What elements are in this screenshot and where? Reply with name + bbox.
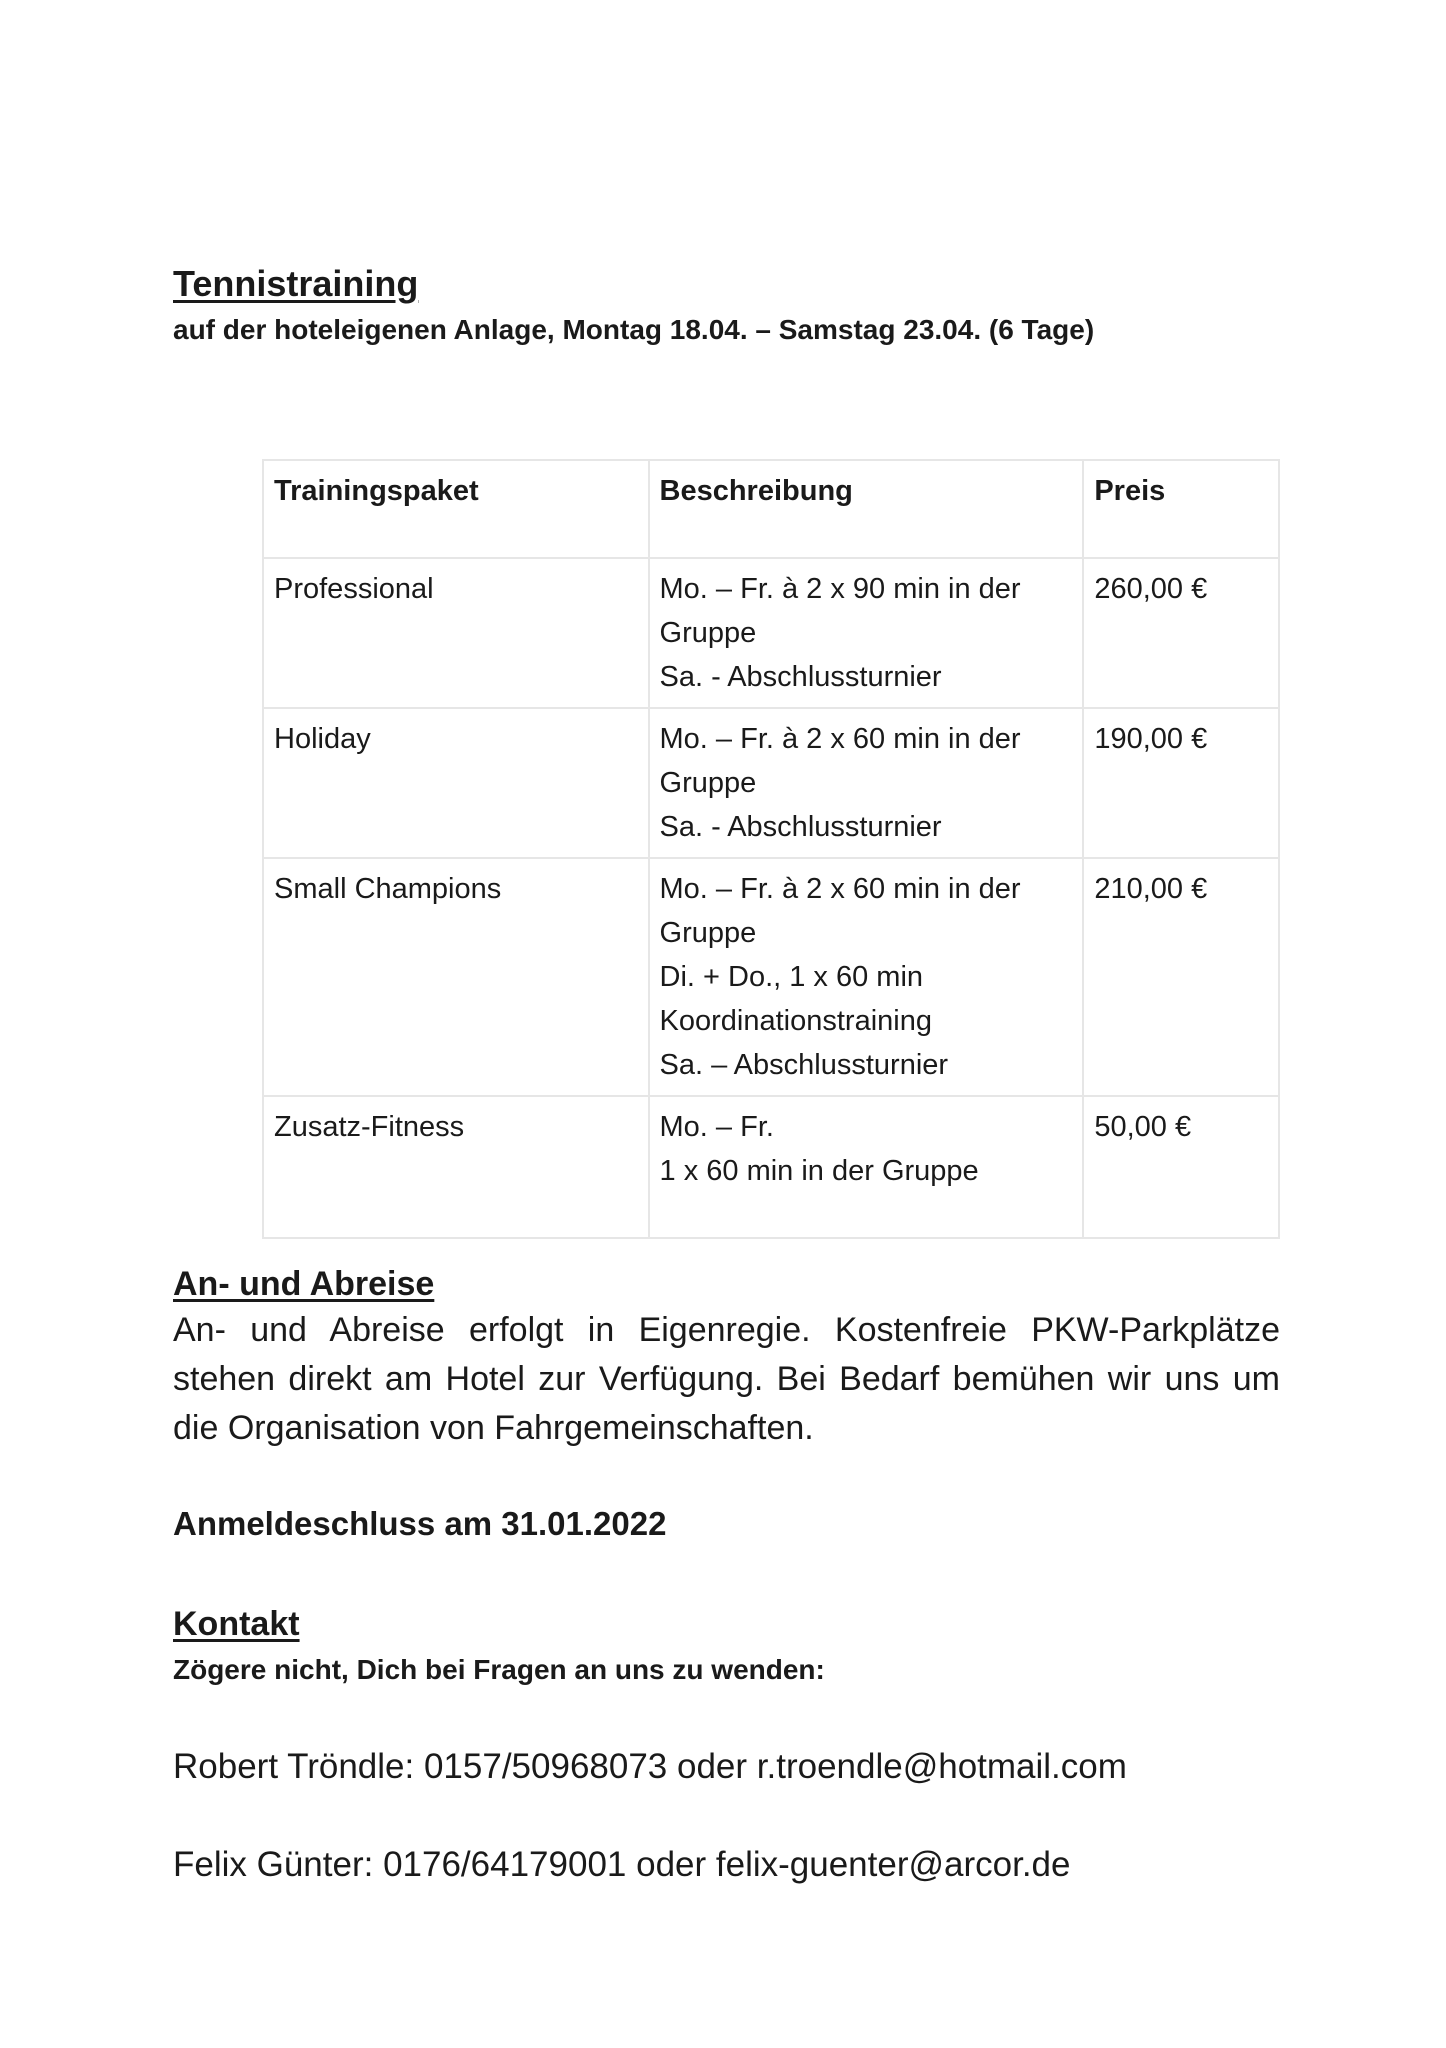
contact-entry [173,1842,1280,1888]
description-line: Mo. – Fr. à 2 x 60 min in der Gruppe [659,873,1021,949]
contact-heading: Kontakt [173,1605,300,1643]
description-line: Sa. – Abschlussturnier [659,1049,949,1081]
description-line: Mo. – Fr. [659,1111,774,1143]
deadline-section [173,1502,1280,1546]
description-line: Mo. – Fr. à 2 x 60 min in der Gruppe [659,723,1021,799]
table-row [263,708,1279,858]
training-package-table [262,459,1280,1239]
package-description [649,858,1084,1096]
document-page [173,262,1280,1884]
travel-section [173,1262,1280,1453]
package-name: Small Champions [263,858,649,1096]
package-price: 190,00 € [1083,708,1279,858]
description-line: Sa. - Abschlussturnier [659,811,942,843]
column-header-preis: Preis [1083,460,1279,558]
page-subtitle: auf der hoteleigenen Anlage, Montag 18.04. – Samstag 23.04. (6 Tage) [173,314,1095,345]
column-header-paket: Trainingspaket [263,460,649,558]
package-price: 50,00 € [1083,1096,1279,1238]
travel-text: An- und Abreise erfolgt in Eigenregie. Kostenfreie PKW-Parkplätze stehen direkt am Hotel zur Verfügung. Bei Bedarf bemühen wir uns um die Organisation von Fahrgemeinschaften. [173,1311,1280,1447]
package-price: 260,00 € [1083,558,1279,708]
description-line: Di. + Do., 1 x 60 min Koordinationstraining [659,961,932,1037]
contact-line: Felix Günter: 0176/64179001 oder felix-guenter@arcor.de [173,1845,1071,1884]
column-header-beschreibung: Beschreibung [649,460,1084,558]
package-description [649,1096,1084,1238]
table-row [263,858,1279,1096]
table-row [263,1096,1279,1238]
contact-intro: Zögere nicht, Dich bei Fragen an uns zu wenden: [173,1654,825,1685]
package-description [649,558,1084,708]
page-title: Tennistraining [173,263,419,304]
package-description [649,708,1084,858]
table-row [263,558,1279,708]
contact-entry [173,1744,1280,1790]
description-line: 1 x 60 min in der Gruppe [659,1155,979,1187]
contact-line: Robert Tröndle: 0157/50968073 oder r.troendle@hotmail.com [173,1747,1127,1786]
contact-section [173,1602,1280,1688]
description-line: Sa. - Abschlussturnier [659,661,942,693]
package-name: Holiday [263,708,649,858]
description-line: Mo. – Fr. à 2 x 90 min in der Gruppe [659,573,1021,649]
table-header-row [263,460,1279,558]
registration-deadline: Anmeldeschluss am 31.01.2022 [173,1505,667,1542]
package-price: 210,00 € [1083,858,1279,1096]
travel-heading: An- und Abreise [173,1265,435,1303]
package-name: Zusatz-Fitness [263,1096,649,1238]
package-name: Professional [263,558,649,708]
